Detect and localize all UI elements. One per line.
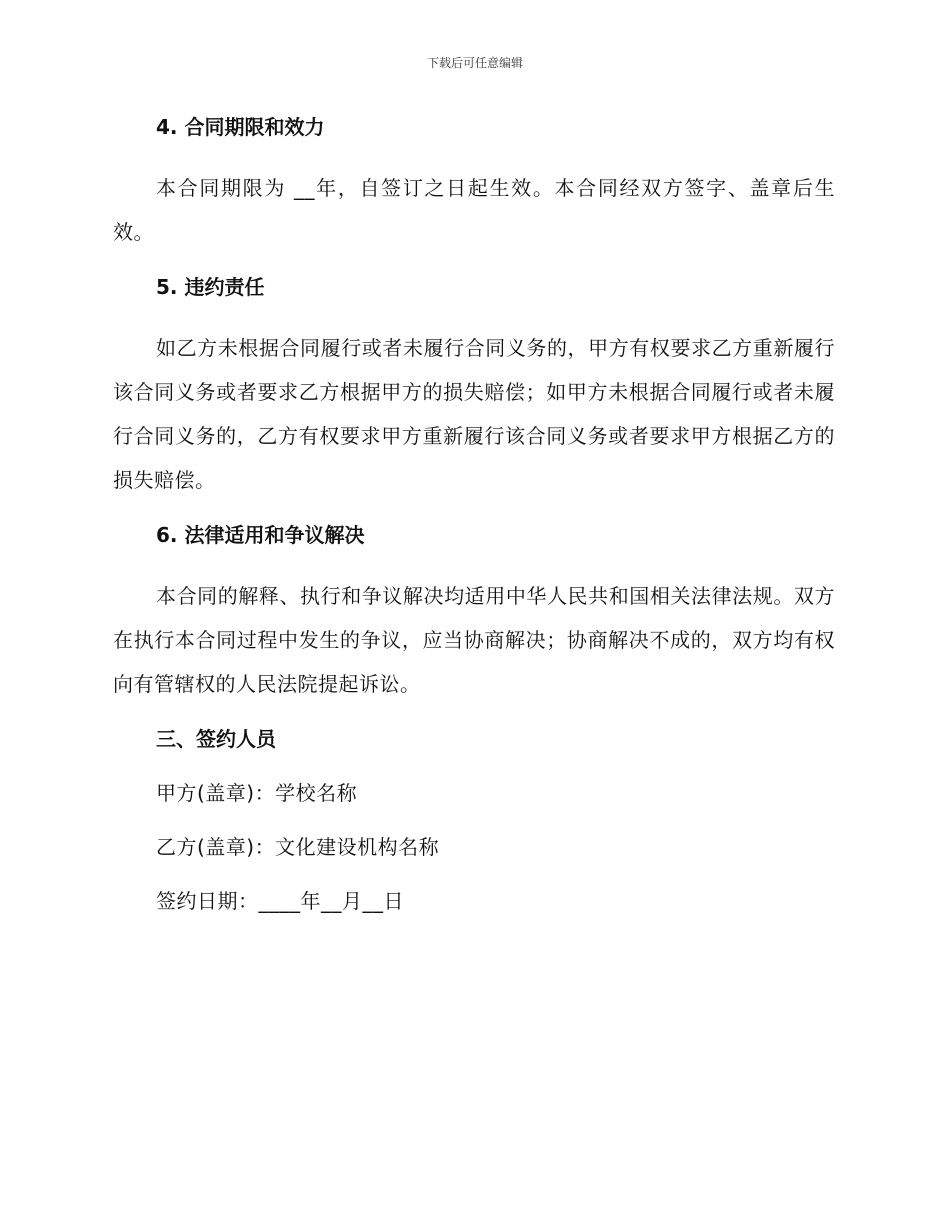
party-a-line: 甲方(盖章)：学校名称: [156, 781, 358, 805]
section-heading-law: 6. 法律适用和争议解决: [156, 523, 365, 547]
spacer: [113, 862, 835, 886]
spacer: [113, 706, 835, 724]
spacer: [113, 302, 835, 326]
section-paragraph-breach: 如乙方未根据合同履行或者未履行合同义务的，甲方有权要求乙方重新履行该合同义务或者要求乙方根据甲方的损失赔偿；如甲方未根据合同履行或者未履行合同义务的，乙方有权要求甲方重新履行该合同义务或者要求甲方根据乙方的损失赔偿。: [113, 336, 835, 492]
section-paragraph-law: 本合同的解释、执行和争议解决均适用中华人民共和国相关法律法规。双方在执行本合同过程中发生的争议，应当协商解决；协商解决不成的，双方均有权向有管辖权的人民法院提起诉讼。: [113, 584, 835, 696]
spacer: [113, 502, 835, 520]
signing-date-line: 签约日期：____年__月__日: [156, 889, 404, 913]
document-body: [113, 112, 835, 916]
page-header: 下载后可任意编辑: [426, 56, 523, 70]
spacer: [113, 550, 835, 574]
section-heading-breach: 5. 违约责任: [156, 275, 265, 299]
party-b-line: 乙方(盖章)：文化建设机构名称: [156, 835, 440, 859]
section-heading-term: 4. 合同期限和效力: [156, 115, 325, 139]
spacer: [113, 254, 835, 272]
spacer: [113, 808, 835, 832]
spacer: [113, 754, 835, 778]
section-paragraph-term: 本合同期限为 __年，自签订之日起生效。本合同经双方签字、盖章后生效。: [113, 176, 835, 244]
spacer: [113, 142, 835, 166]
section-heading-signatories: 三、签约人员: [156, 727, 276, 751]
